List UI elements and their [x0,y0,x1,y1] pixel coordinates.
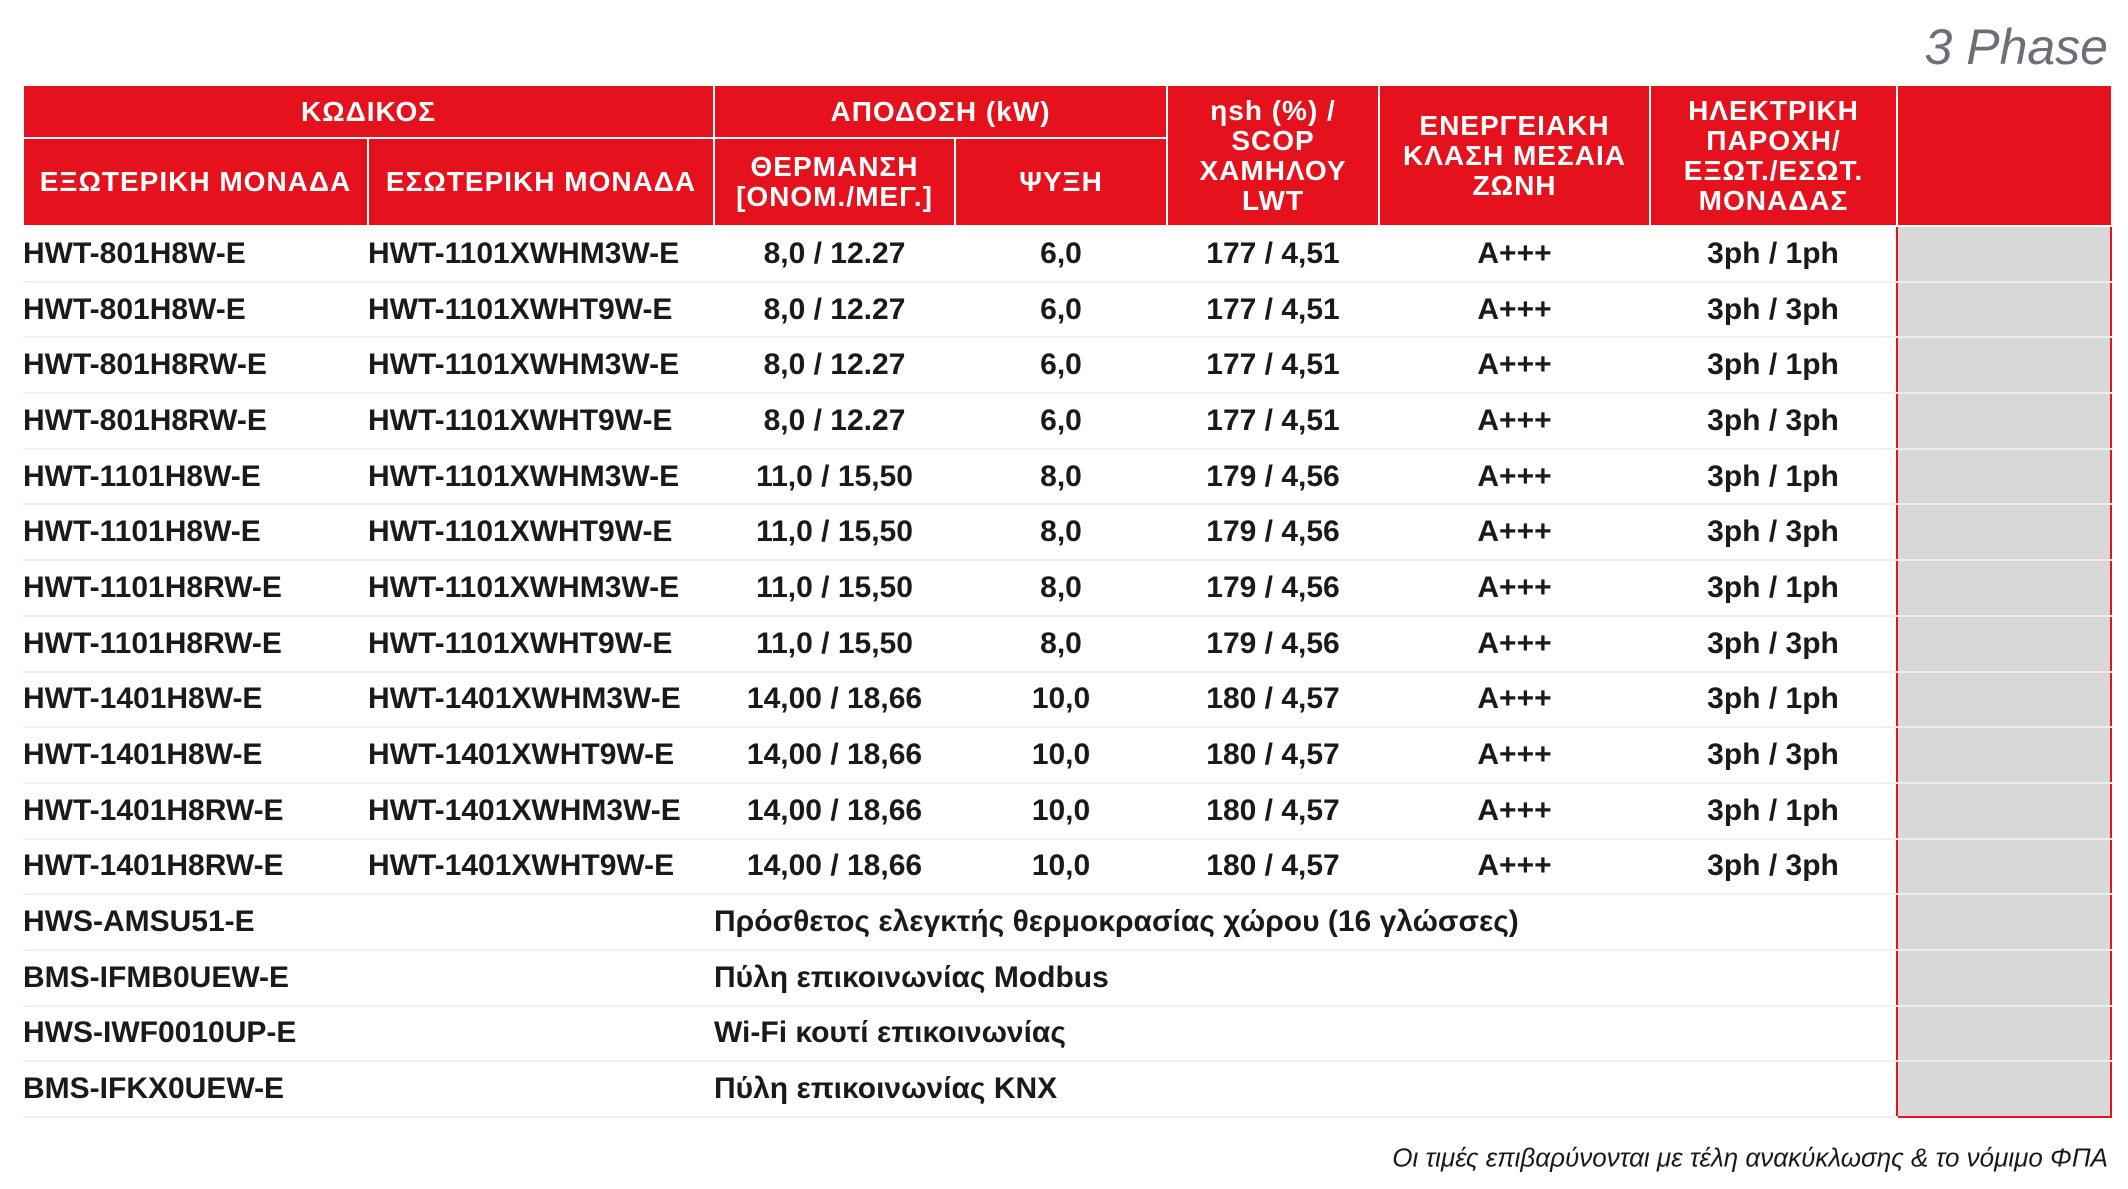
heating-capacity: 8,0 / 12.27 [714,393,955,449]
energy-class: A+++ [1379,226,1650,282]
heating-capacity: 11,0 / 15,50 [714,504,955,560]
price-cell [1897,449,2111,505]
page-title: 3 Phase [1924,19,2108,75]
header-price [1897,85,2111,226]
efficiency-scop: 177 / 4,51 [1167,226,1379,282]
header-group-code: ΚΩΔΙΚΟΣ [23,85,714,138]
heating-capacity: 11,0 / 15,50 [714,560,955,616]
price-cell [1897,282,2111,338]
indoor-unit-code: HWT-1101XWHT9W-E [368,504,714,560]
header-energy-class: ΕΝΕΡΓΕΙΑΚΗ ΚΛΑΣΗ ΜΕΣΑΙΑ ΖΩΝΗ [1379,85,1650,226]
header-cooling: ΨΥΞΗ [955,138,1167,226]
accessory-code: BMS-IFMB0UEW-E [23,950,368,1006]
power-supply: 3ph / 3ph [1650,839,1897,895]
header-indoor-unit: ΕΣΩΤΕΡΙΚΗ ΜΟΝΑΔΑ [368,138,714,226]
heating-capacity: 11,0 / 15,50 [714,616,955,672]
table-row [23,337,2111,393]
accessory-description: Πύλη επικοινωνίας KNX [714,1061,1897,1117]
accessory-row [23,1006,2111,1062]
table-row [23,226,2111,282]
power-supply: 3ph / 1ph [1650,226,1897,282]
cooling-capacity: 6,0 [955,337,1167,393]
accessory-description: Wi-Fi κουτί επικοινωνίας [714,1006,1897,1062]
table-row [23,783,2111,839]
empty-cell [368,950,714,1006]
energy-class: A+++ [1379,337,1650,393]
header-efficiency: ηsh (%) / SCOP ΧΑΜΗΛΟΥ LWT [1167,85,1379,226]
price-cell [1897,950,2111,1006]
price-cell [1897,894,2111,950]
price-cell [1897,783,2111,839]
table-row [23,504,2111,560]
power-supply: 3ph / 1ph [1650,560,1897,616]
energy-class: A+++ [1379,560,1650,616]
outdoor-unit-code: HWT-1101H8W-E [23,504,368,560]
cooling-capacity: 6,0 [955,393,1167,449]
table-row [23,839,2111,895]
outdoor-unit-code: HWT-801H8RW-E [23,393,368,449]
power-supply: 3ph / 3ph [1650,282,1897,338]
accessory-description: Πύλη επικοινωνίας Modbus [714,950,1897,1006]
table-row [23,393,2111,449]
cooling-capacity: 8,0 [955,449,1167,505]
energy-class: A+++ [1379,282,1650,338]
indoor-unit-code: HWT-1101XWHM3W-E [368,226,714,282]
outdoor-unit-code: HWT-801H8W-E [23,282,368,338]
outdoor-unit-code: HWT-801H8RW-E [23,337,368,393]
accessory-code: BMS-IFKX0UEW-E [23,1061,368,1117]
price-cell [1897,727,2111,783]
price-cell [1897,337,2111,393]
price-cell [1897,1006,2111,1062]
price-cell [1897,616,2111,672]
outdoor-unit-code: HWT-1101H8RW-E [23,560,368,616]
cooling-capacity: 10,0 [955,727,1167,783]
header-outdoor-unit: ΕΞΩΤΕΡΙΚΗ ΜΟΝΑΔΑ [23,138,368,226]
outdoor-unit-code: HWT-1101H8RW-E [23,616,368,672]
power-supply: 3ph / 3ph [1650,393,1897,449]
indoor-unit-code: HWT-1101XWHM3W-E [368,449,714,505]
energy-class: A+++ [1379,839,1650,895]
energy-class: A+++ [1379,504,1650,560]
power-supply: 3ph / 1ph [1650,672,1897,728]
efficiency-scop: 179 / 4,56 [1167,616,1379,672]
cooling-capacity: 6,0 [955,282,1167,338]
table-body [23,226,2111,1117]
price-cell [1897,672,2111,728]
price-cell [1897,393,2111,449]
energy-class: A+++ [1379,449,1650,505]
power-supply: 3ph / 3ph [1650,616,1897,672]
indoor-unit-code: HWT-1401XWHT9W-E [368,727,714,783]
header-group-capacity: ΑΠΟΔΟΣΗ (kW) [714,85,1167,138]
accessory-code: HWS-IWF0010UP-E [23,1006,368,1062]
energy-class: A+++ [1379,783,1650,839]
indoor-unit-code: HWT-1401XWHM3W-E [368,783,714,839]
table-row [23,449,2111,505]
power-supply: 3ph / 3ph [1650,504,1897,560]
heating-capacity: 11,0 / 15,50 [714,449,955,505]
efficiency-scop: 180 / 4,57 [1167,672,1379,728]
accessory-row [23,894,2111,950]
outdoor-unit-code: HWT-1401H8W-E [23,672,368,728]
indoor-unit-code: HWT-1101XWHT9W-E [368,282,714,338]
energy-class: A+++ [1379,393,1650,449]
footnote: Οι τιμές επιβαρύνονται με τέλη ανακύκλωσης & το νόμιμο ΦΠΑ [1392,1142,2108,1173]
table-row [23,560,2111,616]
accessory-description: Πρόσθετος ελεγκτής θερμοκρασίας χώρου (16 γλώσσες) [714,894,1897,950]
efficiency-scop: 180 / 4,57 [1167,839,1379,895]
efficiency-scop: 177 / 4,51 [1167,393,1379,449]
heating-capacity: 8,0 / 12.27 [714,226,955,282]
accessory-row [23,950,2111,1006]
cooling-capacity: 6,0 [955,226,1167,282]
header-heating: ΘΕΡΜΑΝΣΗ [ΟΝΟΜ./ΜΕΓ.] [714,138,955,226]
table-row [23,672,2111,728]
indoor-unit-code: HWT-1401XWHM3W-E [368,672,714,728]
cooling-capacity: 10,0 [955,783,1167,839]
power-supply: 3ph / 1ph [1650,449,1897,505]
price-cell [1897,1061,2111,1117]
accessory-code: HWS-AMSU51-E [23,894,368,950]
heating-capacity: 14,00 / 18,66 [714,727,955,783]
efficiency-scop: 180 / 4,57 [1167,783,1379,839]
outdoor-unit-code: HWT-1401H8RW-E [23,839,368,895]
power-supply: 3ph / 1ph [1650,337,1897,393]
empty-cell [368,1061,714,1117]
energy-class: A+++ [1379,616,1650,672]
accessory-row [23,1061,2111,1117]
price-cell [1897,560,2111,616]
power-supply: 3ph / 1ph [1650,783,1897,839]
indoor-unit-code: HWT-1101XWHM3W-E [368,337,714,393]
cooling-capacity: 8,0 [955,560,1167,616]
energy-class: A+++ [1379,727,1650,783]
power-supply: 3ph / 3ph [1650,727,1897,783]
efficiency-scop: 179 / 4,56 [1167,560,1379,616]
outdoor-unit-code: HWT-801H8W-E [23,226,368,282]
outdoor-unit-code: HWT-1401H8RW-E [23,783,368,839]
efficiency-scop: 177 / 4,51 [1167,337,1379,393]
empty-cell [368,1006,714,1062]
efficiency-scop: 179 / 4,56 [1167,504,1379,560]
indoor-unit-code: HWT-1101XWHT9W-E [368,393,714,449]
heating-capacity: 8,0 / 12.27 [714,282,955,338]
efficiency-scop: 179 / 4,56 [1167,449,1379,505]
price-table [22,84,2112,1118]
price-cell [1897,504,2111,560]
price-cell [1897,226,2111,282]
table-row [23,727,2111,783]
empty-cell [368,894,714,950]
table-row [23,282,2111,338]
heating-capacity: 14,00 / 18,66 [714,672,955,728]
efficiency-scop: 177 / 4,51 [1167,282,1379,338]
cooling-capacity: 10,0 [955,839,1167,895]
heating-capacity: 8,0 / 12.27 [714,337,955,393]
energy-class: A+++ [1379,672,1650,728]
outdoor-unit-code: HWT-1101H8W-E [23,449,368,505]
heating-capacity: 14,00 / 18,66 [714,839,955,895]
header-power-supply: ΗΛΕΚΤΡΙΚΗ ΠΑΡΟΧΗ/ ΕΞΩΤ./ΕΣΩΤ. ΜΟΝΑΔΑΣ [1650,85,1897,226]
price-cell [1897,839,2111,895]
indoor-unit-code: HWT-1101XWHT9W-E [368,616,714,672]
table-row [23,616,2111,672]
heating-capacity: 14,00 / 18,66 [714,783,955,839]
outdoor-unit-code: HWT-1401H8W-E [23,727,368,783]
cooling-capacity: 10,0 [955,672,1167,728]
indoor-unit-code: HWT-1101XWHM3W-E [368,560,714,616]
indoor-unit-code: HWT-1401XWHT9W-E [368,839,714,895]
cooling-capacity: 8,0 [955,504,1167,560]
efficiency-scop: 180 / 4,57 [1167,727,1379,783]
cooling-capacity: 8,0 [955,616,1167,672]
